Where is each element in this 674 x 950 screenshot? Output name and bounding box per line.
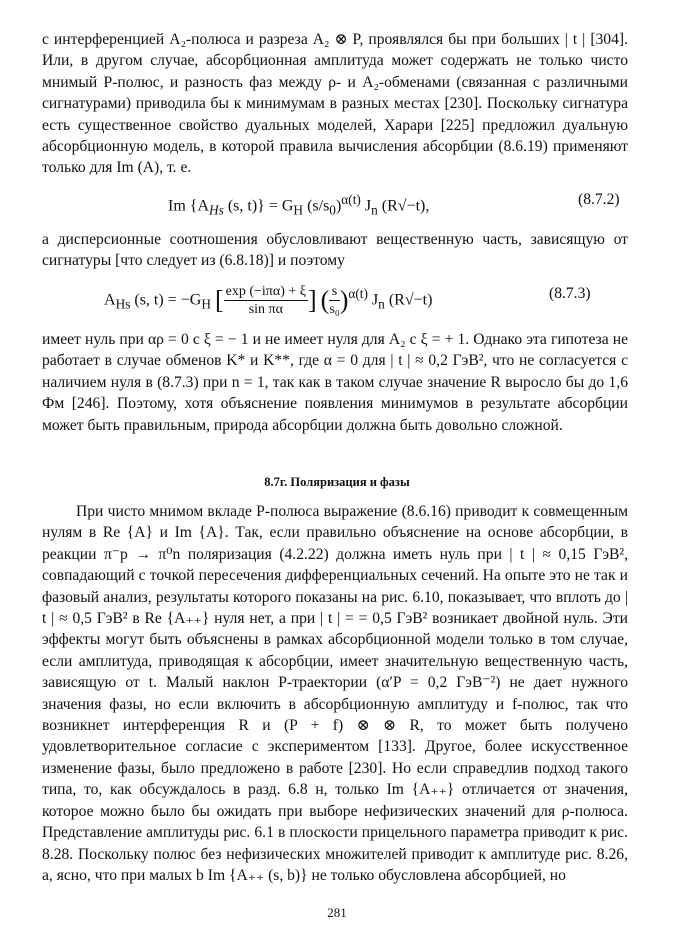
paragraph-2: а дисперсионные соотношения обусловливают вещественную часть, зависящую от сигнатуры [что следует из (6.8.18)] и поэтому xyxy=(42,231,628,270)
equation-number-8-7-3: (8.7.3) xyxy=(549,285,591,302)
equation-8-7-3: $A_{Hs}$ (s, $t) = -G_H$ [ $\frac{\text{exp (−iπα) + ξ}}{\text{sin πα}}$ ] ( $\frac{s}{\text{s₀}}$ )$^{\alpha(t)}$ $J_n$ (R√−t) xyxy=(104,284,433,318)
page-number: 281 xyxy=(327,905,347,920)
paragraph-4: При чисто мнимом вкладе P-полюса выражение (8.6.16) приводит к совмещенным нулям в Re {A} и Im {A}. Так, если правильно объяснение на основе абсорбции, в реакции π⁻p → π⁰n поляризация (4.2.22) должна иметь нуль при | t | ≈ 0,15 ГэВ², совпадающий с точкой пересечения дифференциальных сечений. На опыте это не так и фазовый анализ, результаты которого показаны на рис. 6.10, показывает, что вплоть до | t | ≈ 0,5 ГэВ² в Re {A₊₊} нуля нет, а при | t | = = 0,5 ГэВ² возникает двойной нуль. Эти эффекты могут быть объяснены в рамках абсорбционной модели только в том случае, если амплитуда, приводящая к абсорбции, имеет значительную вещественную часть, зависящую от t. Малый наклон P-траектории (α′P = 0,2 ГэВ⁻²) не дает нужного значения фазы, но если включить в абсорбционную амплитуду и f-полюс, так что возникнет интерференция R и (P + f) ⊗ ⊗ R, то может быть получено удовлетворительное согласие с экспериментом [133]. Другое, более искусственное изменение фазы, было предложено в работе [230]. Но если справедлив подход такого типа, то, как обсуждалось в разд. 6.8 н, только Im {A₊₊} отличается от значения, которое можно было бы ожидать при выборе нефизических значений для ρ-полюса. Представление амплитуды рис. 6.1 в плоскости прицельного параметра приводит к рис. 8.28. Поскольку полюс без нефизических множителей приводит к амплитуде рис. 8.26, а, ясно, что при малых b Im {A₊₊ (s, b)} не только обусловлена абсорбцией, но xyxy=(42,503,628,884)
paragraph-1: с интерференцией A₂-полюса и разреза A₂ ⊗ P, проявлялся бы при больших | t | [304]. Или, в другом случае, абсорбционная амплитуда может содержать не только чисто мнимый P-полюс, и разность фаз между ρ- и A₂-обменами (связанная с различными сигнатурами) приводила бы к минимумам в разных местах [230]. Поскольку сигнатура есть существенное свойство дуальных моделей, Харари [225] предложил дуальную абсорбционную модель, в которой правила вычисления абсорбции (8.6.19) применяют только для Im (A), т. е. xyxy=(42,31,628,177)
paragraph-3: имеет нуль при αρ = 0 с ξ = − 1 и не имеет нуля для A₂ с ξ = + 1. Однако эта гипотеза не работает в случае обменов K* и K**, где α = 0 для | t | ≈ 0,2 ГэВ², что не согласуется с наличием нуля в (8.7.3) при n = 1, так как в таком случае значение R выросло бы до 1,6 Фм [246]. Поэтому, хотя объяснение появления минимумов в результате абсорбции может быть правильным, природа абсорбции должна быть довольно сложной. xyxy=(42,331,628,434)
phase-fraction: $\frac{\text{exp (−iπα) + ξ}}{\text{sin πα}}$ xyxy=(225,284,306,318)
energy-ratio: $\frac{s}{\text{s₀}}$ xyxy=(329,284,340,318)
section-heading: 8.7г. Поляризация и фазы xyxy=(264,475,410,489)
equation-8-7-2: Im {$A_{Hs}$ (s, $t)\} = G_H$ $(s/s_0)^{\alpha(t)}$ $J_n$ (R√−t), xyxy=(168,192,430,218)
equation-number-8-7-2: (8.7.2) xyxy=(578,191,620,208)
